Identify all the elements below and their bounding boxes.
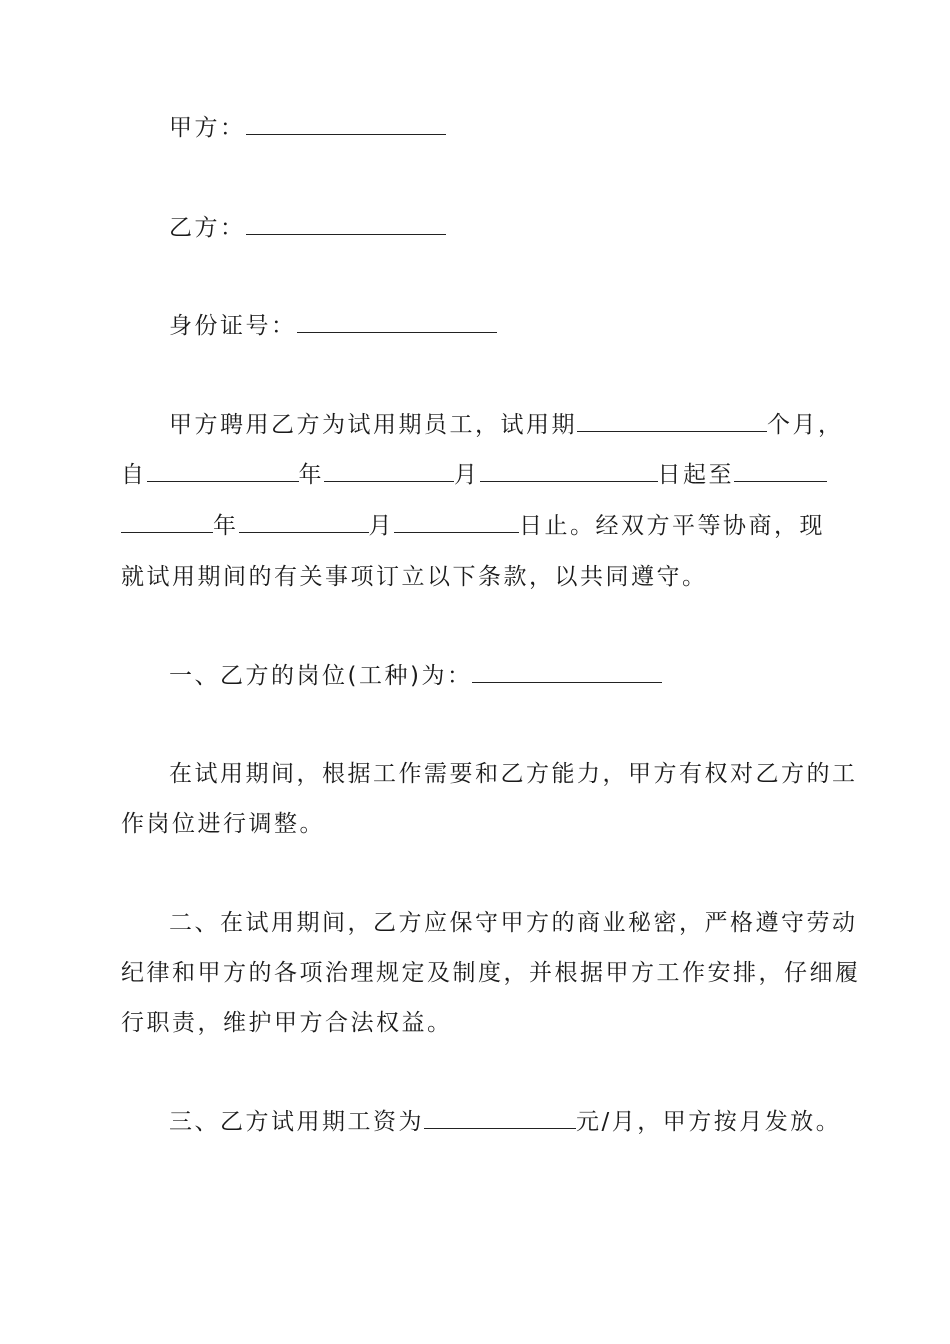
position-blank <box>472 660 662 683</box>
start-day-blank <box>480 459 658 482</box>
clause-2-text-2: 纪律和甲方的各项治理规定及制度，并根据甲方工作安排，仔细履 <box>121 960 861 986</box>
start-month-blank <box>324 459 454 482</box>
intro-line-1 <box>121 409 889 441</box>
party-a-label: 甲方： <box>169 115 246 141</box>
id-number-blank <box>297 310 497 333</box>
clause-2-line-3 <box>121 1007 841 1039</box>
day-start-label: 日起至 <box>657 462 734 488</box>
clause-2-line-1 <box>121 907 889 939</box>
clause-3-line <box>121 1106 889 1138</box>
intro-text-2: 个月， <box>767 412 844 438</box>
clause-2-line-2 <box>121 957 861 989</box>
clause-1-detail-text-1: 在试用期间，根据工作需要和乙方能力，甲方有权对乙方的工 <box>169 761 858 787</box>
intro-line-3 <box>121 510 841 542</box>
clause-2-text-1: 二、在试用期间，乙方应保守甲方的商业秘密，严格遵守劳动 <box>169 910 858 936</box>
month2-label: 月 <box>368 513 394 539</box>
party-b-label: 乙方： <box>169 215 246 241</box>
intro-line-4 <box>121 561 841 593</box>
salary-blank <box>424 1106 576 1129</box>
end-year-blank-part1 <box>734 459 827 482</box>
clause-2-text-3: 行职责，维护甲方合法权益。 <box>121 1010 453 1036</box>
intro-line-2 <box>121 459 841 491</box>
day-end-label: 日止。经双方平等协商，现 <box>519 513 825 539</box>
from-label: 自 <box>121 462 147 488</box>
id-number-line <box>121 310 889 342</box>
clause-1-text: 一、乙方的岗位(工种)为： <box>169 663 473 689</box>
month-label: 月 <box>454 462 480 488</box>
clause-3-text-1: 三、乙方试用期工资为 <box>169 1109 424 1135</box>
end-month-blank <box>239 510 369 533</box>
end-year-blank-part2 <box>121 510 213 533</box>
year2-label: 年 <box>213 513 239 539</box>
year-label: 年 <box>298 462 324 488</box>
intro-text-1: 甲方聘用乙方为试用期员工，试用期 <box>169 412 577 438</box>
clause-1-detail-text-2: 作岗位进行调整。 <box>121 811 325 837</box>
start-year-blank <box>147 459 299 482</box>
party-a-line <box>121 112 889 144</box>
end-day-blank <box>394 510 519 533</box>
intro-text-4: 就试用期间的有关事项订立以下条款，以共同遵守。 <box>121 564 708 590</box>
trial-months-blank <box>577 409 767 432</box>
party-a-blank <box>246 112 446 135</box>
party-b-line <box>121 212 889 244</box>
party-b-blank <box>246 212 446 235</box>
clause-1-detail-line-1 <box>121 758 889 790</box>
clause-3-text-2: 元/月，甲方按月发放。 <box>576 1109 842 1135</box>
clause-1-detail-line-2 <box>121 808 841 840</box>
id-number-label: 身份证号： <box>169 313 297 339</box>
clause-1-line <box>121 660 889 692</box>
